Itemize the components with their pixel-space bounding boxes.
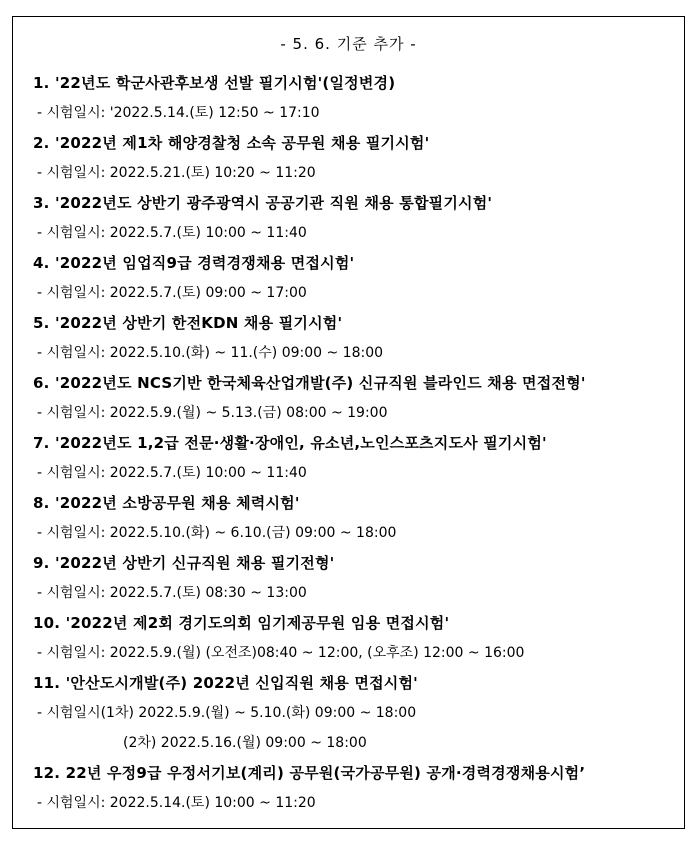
exam-entry-12 <box>33 758 676 818</box>
exam-entry-2 <box>33 128 676 188</box>
exam-entry-7 <box>33 428 676 488</box>
exam-schedule: - 시험일시: 2022.5.9.(월) (오전조)08:40 ~ 12:00, (오후조) 12:00 ~ 16:00 <box>37 645 525 661</box>
exam-title: 2. '2022년 제1차 해양경찰청 소속 공무원 채용 필기시험' <box>33 134 430 152</box>
exam-entry-5 <box>33 308 676 368</box>
exam-entry-11 <box>33 668 676 758</box>
exam-schedule: - 시험일시: 2022.5.14.(토) 10:00 ~ 11:20 <box>37 795 316 811</box>
exam-list <box>33 68 676 818</box>
exam-schedule-second: (2차) 2022.5.16.(월) 09:00 ~ 18:00 <box>123 735 367 751</box>
exam-schedule: - 시험일시: 2022.5.10.(화) ~ 11.(수) 09:00 ~ 18:00 <box>37 345 384 361</box>
exam-entry-10 <box>33 608 676 668</box>
exam-title: 10. '2022년 제2회 경기도의회 임기제공무원 임용 면접시험' <box>33 614 450 632</box>
exam-schedule: - 시험일시: 2022.5.7.(토) 10:00 ~ 11:40 <box>37 465 307 481</box>
exam-schedule: - 시험일시: 2022.5.9.(월) ~ 5.13.(금) 08:00 ~ 19:00 <box>37 405 388 421</box>
exam-title: 12. 22년 우정9급 우정서기보(계리) 공무원(국가공무원) 공개·경력경쟁채용시험’ <box>33 764 586 782</box>
exam-schedule: - 시험일시(1차) 2022.5.9.(월) ~ 5.10.(화) 09:00 ~ 18:00 <box>37 705 417 721</box>
exam-schedule: - 시험일시: '2022.5.14.(토) 12:50 ~ 17:10 <box>37 105 320 121</box>
exam-entry-3 <box>33 188 676 248</box>
exam-title: 4. '2022년 임업직9급 경력경쟁채용 면접시험' <box>33 254 355 272</box>
exam-entry-6 <box>33 368 676 428</box>
exam-entry-9 <box>33 548 676 608</box>
exam-schedule: - 시험일시: 2022.5.7.(토) 08:30 ~ 13:00 <box>37 585 307 601</box>
exam-schedule: - 시험일시: 2022.5.7.(토) 09:00 ~ 17:00 <box>37 285 307 301</box>
exam-schedule: - 시험일시: 2022.5.21.(토) 10:20 ~ 11:20 <box>37 165 316 181</box>
exam-title: 9. '2022년 상반기 신규직원 채용 필기전형' <box>33 554 335 572</box>
exam-entry-4 <box>33 248 676 308</box>
exam-title: 8. '2022년 소방공무원 채용 체력시험' <box>33 494 300 512</box>
exam-schedule: - 시험일시: 2022.5.10.(화) ~ 6.10.(금) 09:00 ~ 18:00 <box>37 525 397 541</box>
exam-title: 1. '22년도 학군사관후보생 선발 필기시험'(일정변경) <box>33 74 396 92</box>
exam-entry-1 <box>33 68 676 128</box>
exam-title: 11. '안산도시개발(주) 2022년 신입직원 채용 면접시험' <box>33 674 418 692</box>
exam-title: 6. '2022년도 NCS기반 한국체육산업개발(주) 신규직원 블라인드 채용 면접전형' <box>33 374 586 392</box>
document-title: - 5. 6. 기준 추가 - <box>280 35 417 53</box>
exam-schedule: - 시험일시: 2022.5.7.(토) 10:00 ~ 11:40 <box>37 225 307 241</box>
exam-title: 5. '2022년 상반기 한전KDN 채용 필기시험' <box>33 314 343 332</box>
document-box <box>12 16 685 829</box>
exam-title: 3. '2022년도 상반기 광주광역시 공공기관 직원 채용 통합필기시험' <box>33 194 493 212</box>
exam-entry-8 <box>33 488 676 548</box>
exam-title: 7. '2022년도 1,2급 전문·생활·장애인, 유소년,노인스포츠지도사 필기시험' <box>33 434 547 452</box>
